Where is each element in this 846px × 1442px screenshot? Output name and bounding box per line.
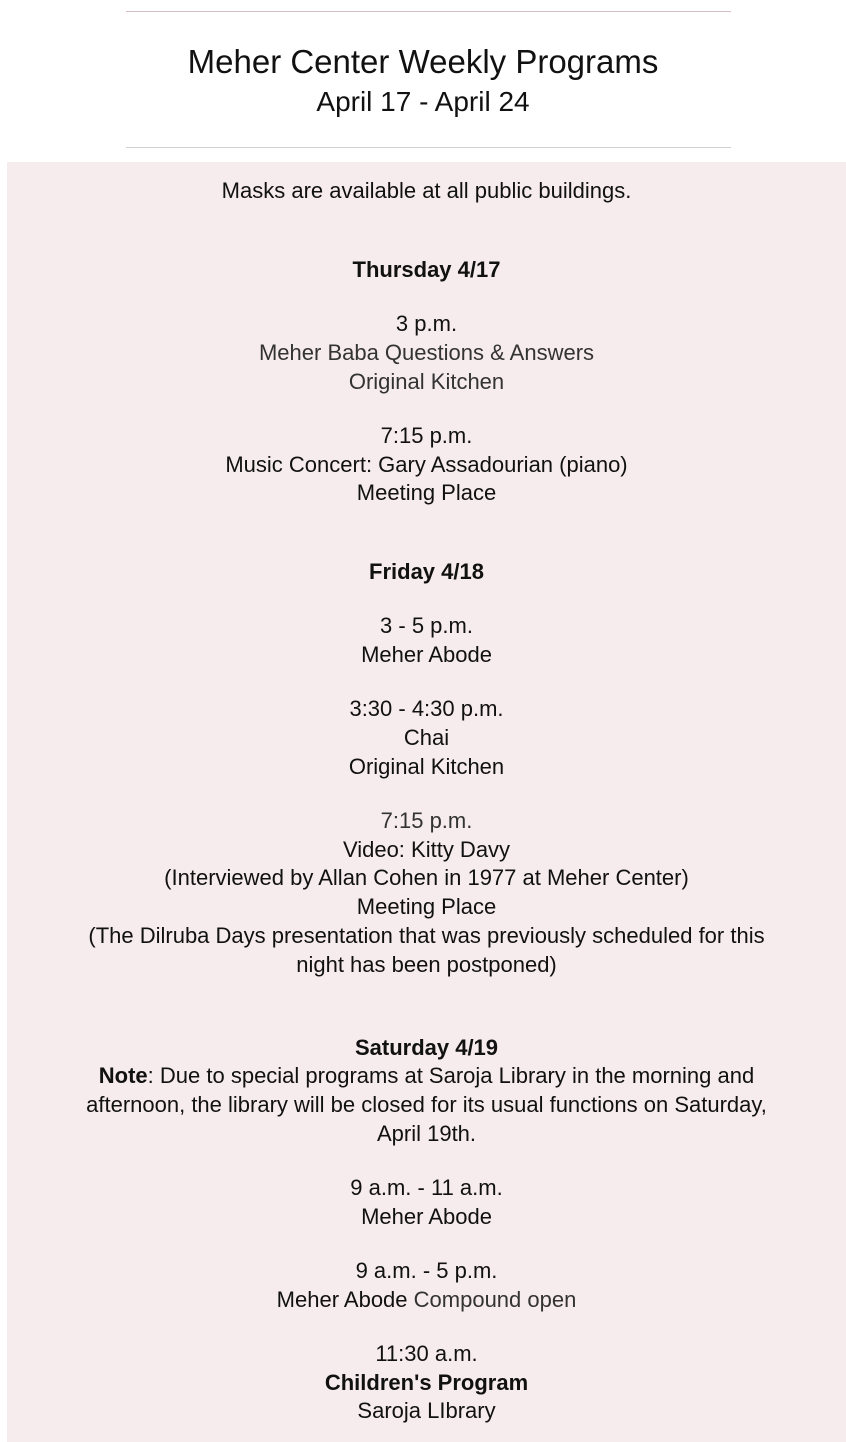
bottom-divider — [126, 147, 731, 148]
event-title: Meher Baba Questions & Answers — [258, 340, 595, 365]
event-time: 11:30 a.m. — [375, 1341, 478, 1366]
event-time: 3 p.m. — [395, 311, 458, 336]
event-title-part: Meher Abode — [276, 1287, 408, 1312]
event-place: Original Kitchen — [348, 369, 505, 394]
page-title: Meher Center Weekly Programs — [187, 43, 659, 80]
saturday-note: afternoon, the library will be closed for its usual functions on Saturday, — [86, 1092, 767, 1117]
event-time: 9 a.m. - 5 p.m. — [355, 1258, 498, 1283]
mask-notice: Masks are available at all public buildings. — [221, 178, 632, 203]
event-title: Meher Abode — [361, 1204, 492, 1229]
event-time: 3:30 - 4:30 p.m. — [349, 696, 504, 721]
event-title: Chai — [403, 725, 450, 750]
event-title: Video: Kitty Davy — [342, 837, 511, 862]
event-detail: (Interviewed by Allan Cohen in 1977 at Meher Center) — [164, 865, 689, 890]
event-title — [7, 1285, 846, 1314]
event-title: Music Concert: Gary Assadourian (piano) — [225, 452, 628, 477]
event-time: 3 - 5 p.m. — [380, 613, 473, 638]
event-place: Meeting Place — [356, 894, 497, 919]
event-title: Children's Program — [324, 1370, 529, 1395]
event-place: Saroja LIbrary — [357, 1398, 496, 1423]
event-title-part: Compound open — [413, 1287, 577, 1312]
event-time: 9 a.m. - 11 a.m. — [350, 1175, 503, 1200]
saturday-note — [7, 1061, 846, 1090]
thursday-heading: Thursday 4/17 — [352, 257, 501, 282]
postponed-note: night has been postponed) — [296, 952, 557, 977]
date-range: April 17 - April 24 — [316, 86, 530, 117]
program-panel — [7, 162, 846, 1442]
event-title: Meher Abode — [361, 642, 492, 667]
saturday-note: April 19th. — [376, 1121, 477, 1146]
top-divider — [126, 11, 731, 12]
note-label: Note — [98, 1063, 148, 1088]
event-time: 7:15 p.m. — [380, 423, 473, 448]
event-time: 7:15 p.m. — [380, 808, 473, 833]
postponed-note: (The Dilruba Days presentation that was previously scheduled for this — [88, 923, 765, 948]
note-text: : Due to special programs at Saroja Library in the morning and — [147, 1063, 755, 1088]
friday-heading: Friday 4/18 — [369, 559, 484, 584]
saturday-heading: Saturday 4/19 — [354, 1035, 499, 1060]
event-place: Original Kitchen — [348, 754, 505, 779]
event-place: Meeting Place — [356, 480, 497, 505]
